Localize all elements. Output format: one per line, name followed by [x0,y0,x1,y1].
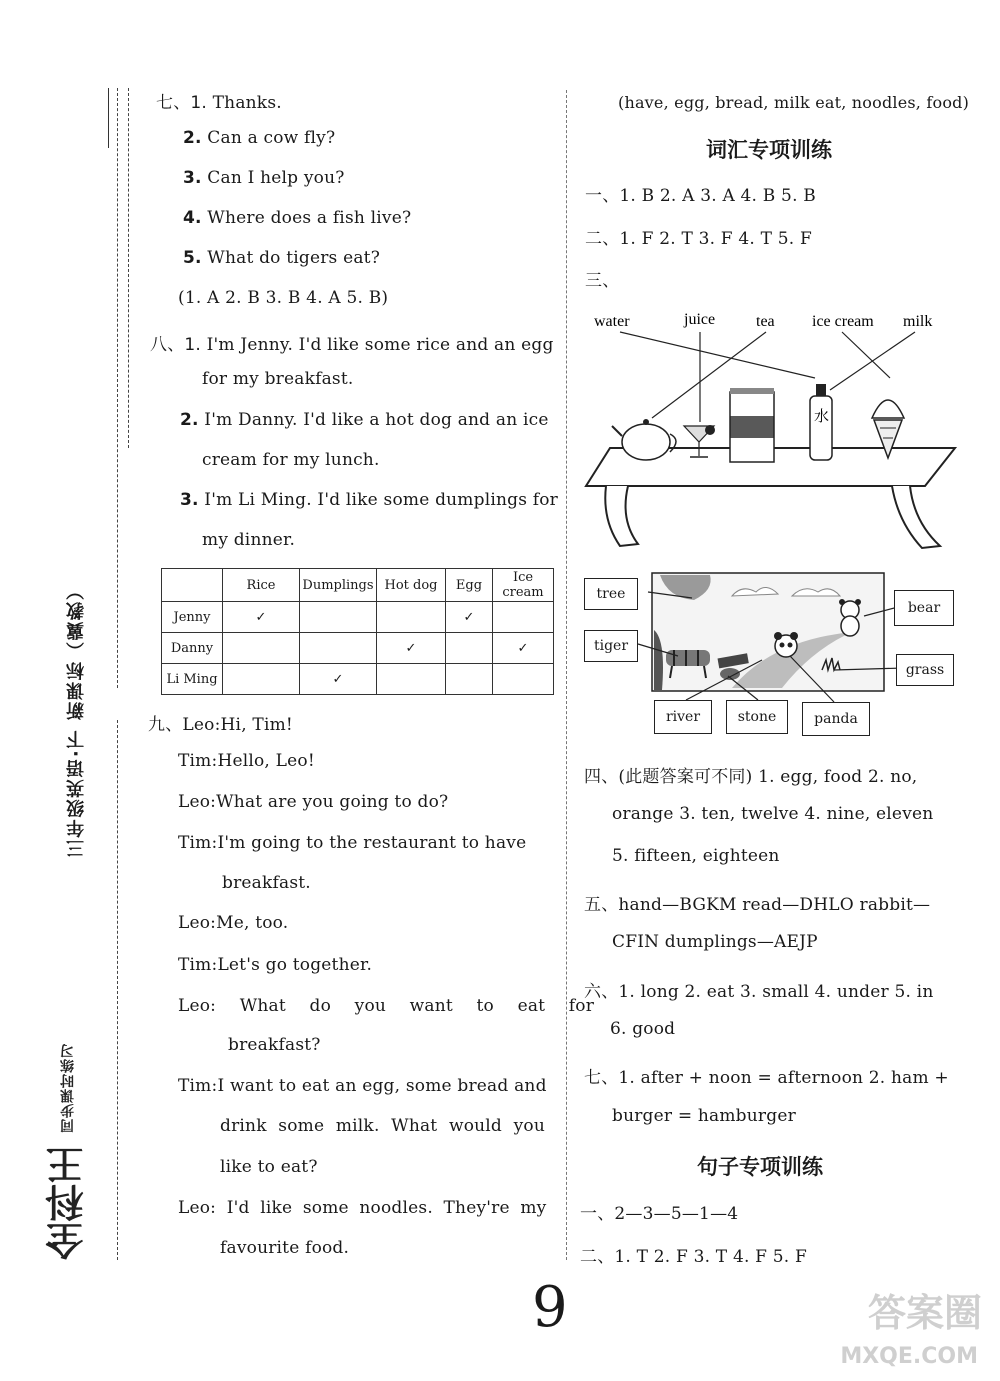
food-table [161,568,554,695]
dialog-line-7-cont: breakfast? [228,1035,321,1055]
vocab-q4-line3: 5. fifteen, eighteen [612,846,780,866]
label-ice-cream: ice cream [812,313,874,330]
top-note: (have, egg, bread, milk eat, noodles, food) [618,93,970,112]
label-tea: tea [756,313,775,330]
label-water: water [594,313,630,330]
sentence-q1: 一、2—3—5—1—4 [580,1204,739,1224]
water-bottle [810,384,832,460]
table-row: Li Ming ✓ [162,664,554,695]
vocab-q6: 六、1. long 2. eat 3. small 4. under 5. in [584,982,934,1002]
label-box-river: river [654,700,712,734]
table-row: Jenny ✓ ✓ [162,602,554,633]
s8-item-3: 3. I'm Li Ming. I'd like some dumplings for [180,490,558,510]
dialog-line-1: 九、Leo:Hi, Tim! [148,715,293,735]
s7-item-3: 3. Can I help you? [183,168,345,188]
vocab-q2: 二、1. F 2. T 3. F 4. T 5. F [585,229,812,249]
table-leg [605,486,638,546]
vocab-q6-line2: 6. good [610,1019,676,1039]
vocab-q4: 四、(此题答案可不同) 1. egg, food 2. no, [584,767,918,787]
watermark-logo: 答案圈 [867,1291,982,1335]
s7-answers: (1. A 2. B 3. B 4. A 5. B) [178,288,389,308]
page-number: 9 [532,1275,568,1340]
sentence-q2: 二、1. T 2. F 3. T 4. F 5. F [580,1247,807,1267]
s7-item-4: 4. Where does a fish live? [183,208,412,228]
drinks-matching-figure [580,300,960,560]
dialog-line-8-cont: drink some milk. What would you [220,1116,545,1136]
label-juice: juice [684,311,716,328]
column-divider [566,90,567,1260]
dialog-line-9: Leo: I'd like some noodles. They're my [178,1198,547,1218]
label-box-tiger: tiger [584,630,638,662]
label-box-grass: grass [896,654,954,686]
s8-item-3-cont: my dinner. [202,530,296,550]
vocab-q4-line2: orange 3. ten, twelve 4. nine, eleven [612,804,934,824]
dialog-line-9-cont: favourite food. [220,1238,350,1258]
water-char: 水 [814,407,830,425]
vocab-heading: 词汇专项训练 [706,138,832,162]
vocab-q3-label: 三、 [585,271,620,291]
milk-carton [730,388,774,462]
s8-item-1: 八、1. I'm Jenny. I'd like some rice and an egg [150,335,554,355]
label-box-stone: stone [726,700,788,734]
match-line [830,332,915,390]
table-row: Danny ✓ ✓ [162,633,554,664]
dialog-line-7: Leo: What do you want to eat for [178,996,595,1016]
table-header-row: Rice Dumplings Hot dog Egg Ice cream [162,569,554,602]
dialog-line-8: Tim:I want to eat an egg, some bread and [178,1076,547,1096]
dialog-line-8-cont2: like to eat? [220,1157,318,1177]
vocab-q5: 五、hand—BGKM read—DHLO rabbit— [584,895,931,915]
table-leg [892,486,940,548]
dialog-line-4: Tim:I'm going to the restaurant to have [178,833,527,853]
label-box-bear: bear [894,590,954,626]
brand-logo: 全科王 同步课时练习 [45,1042,90,1260]
s7-item-5: 5. What do tigers eat? [183,248,381,268]
dialog-line-4-cont: breakfast. [222,873,311,893]
match-line [620,332,815,378]
dialog-line-2: Tim:Hello, Leo! [178,751,315,771]
dialog-line-6: Tim:Let's go together. [178,955,373,975]
s8-item-2-cont: cream for my lunch. [202,450,380,470]
match-line [842,332,890,378]
label-box-panda: panda [802,702,870,736]
dialog-line-3: Leo:What are you going to do? [178,792,449,812]
label-box-tree: tree [584,578,638,610]
s7-item-1: 七、1. Thanks. [156,93,282,113]
vocab-q7: 七、1. after + noon = afternoon 2. ham + [584,1068,949,1088]
vocab-q7-line2: burger = hamburger [612,1106,796,1126]
vocab-q1: 一、1. B 2. A 3. A 4. B 5. B [585,186,816,206]
s8-item-2: 2. I'm Danny. I'd like a hot dog and an ice [180,410,549,430]
vocab-q5-line2: CFIN dumplings—AEJP [612,932,818,952]
spine-title: 三年级英语·下 新课标（冀教） [66,580,87,858]
dialog-line-5: Leo:Me, too. [178,913,289,933]
panda [774,632,798,657]
sentence-heading: 句子专项训练 [697,1155,823,1179]
label-milk: milk [903,313,933,330]
s8-item-1-cont: for my breakfast. [202,369,354,389]
s7-item-2: 2. Can a cow fly? [183,128,336,148]
watermark-url: MXQE.COM [840,1344,978,1369]
